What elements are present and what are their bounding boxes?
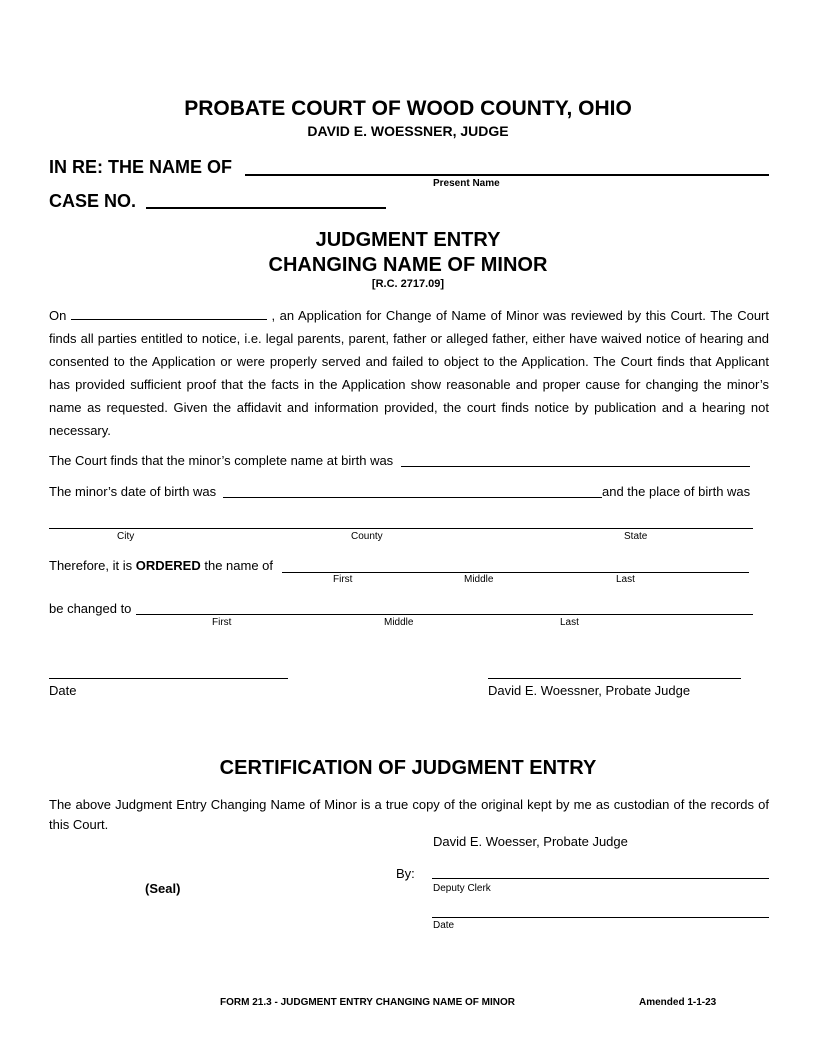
judgment-entry-title: JUDGMENT ENTRY <box>315 229 501 251</box>
changed-to-label: be changed to <box>49 601 132 616</box>
ordered-sentence <box>49 558 273 573</box>
certification-title: CERTIFICATION OF JUDGMENT ENTRY <box>219 757 597 779</box>
new-middle-caption: Middle <box>384 617 414 628</box>
by-label: By: <box>396 866 415 881</box>
new-name-line[interactable] <box>136 614 753 615</box>
new-last-caption: Last <box>560 617 579 628</box>
county-caption: County <box>351 531 383 542</box>
case-no-label: CASE NO. <box>49 191 137 211</box>
ordered-word: ORDERED <box>135 558 201 573</box>
state-caption: State <box>624 531 648 542</box>
changing-name-title: CHANGING NAME OF MINOR <box>268 254 548 276</box>
amended-footer: Amended 1-1-23 <box>639 997 717 1008</box>
new-first-caption: First <box>212 617 232 628</box>
present-name-line[interactable] <box>245 174 769 176</box>
seal-label: (Seal) <box>145 881 181 896</box>
case-no-line[interactable] <box>146 207 386 209</box>
city-caption: City <box>117 531 135 542</box>
birth-name-label: The Court finds that the minor’s complete name at birth was <box>49 453 394 468</box>
date-signature-line[interactable] <box>49 678 288 679</box>
place-of-birth-line[interactable] <box>49 528 753 529</box>
judge-title: DAVID E. WOESSNER, JUDGE <box>307 123 509 139</box>
date-signature-label: Date <box>49 683 77 698</box>
judge-signature-line[interactable] <box>488 678 741 679</box>
therefore-suffix: the name of <box>204 558 274 573</box>
deputy-clerk-caption: Deputy Clerk <box>433 883 491 894</box>
current-name-line[interactable] <box>282 572 749 573</box>
statute-ref: [R.C. 2717.09] <box>371 278 445 290</box>
findings-text: , an Application for Change of Name of Minor was reviewed by this Court. The Court finds all parties entitled to notice, i.e. legal parents, parent, father or alleged father, either have waived notice of hearing and consented to the Application or were properly served and failed to object to the Application. The Court finds that Applicant has provided sufficient proof that the facts in the Application show reasonable and proper cause for changing the minor’s name as requested. Given the affidavit and information provided, the court finds notice by publication and a hearing not necessary. <box>49 308 769 438</box>
deputy-clerk-line[interactable] <box>432 878 769 879</box>
certification-date-caption: Date <box>433 920 455 931</box>
judge-signature-label: David E. Woessner, Probate Judge <box>488 683 691 698</box>
dob-line[interactable] <box>223 497 602 498</box>
certification-date-line[interactable] <box>432 917 769 918</box>
certification-text: The above Judgment Entry Changing Name of Minor is a true copy of the original kept by me as custodian of the records of this Court. <box>49 797 769 832</box>
current-last-caption: Last <box>616 574 635 585</box>
dob-label: The minor’s date of birth was <box>49 484 217 499</box>
on-label: On <box>49 308 67 323</box>
on-date-blank[interactable] <box>71 308 267 320</box>
therefore-prefix: Therefore, it is <box>49 558 133 573</box>
certification-judge: David E. Woesser, Probate Judge <box>433 834 628 849</box>
current-middle-caption: Middle <box>464 574 494 585</box>
present-name-caption: Present Name <box>433 178 500 189</box>
birth-name-line[interactable] <box>401 466 750 467</box>
in-re-label: IN RE: THE NAME OF <box>49 157 232 177</box>
form-footer: FORM 21.3 - JUDGMENT ENTRY CHANGING NAME OF MINOR <box>220 997 516 1008</box>
findings-paragraph <box>49 304 769 442</box>
place-of-birth-label: and the place of birth was <box>602 484 751 499</box>
current-first-caption: First <box>333 574 353 585</box>
court-title: PROBATE COURT OF WOOD COUNTY, OHIO <box>184 97 632 120</box>
